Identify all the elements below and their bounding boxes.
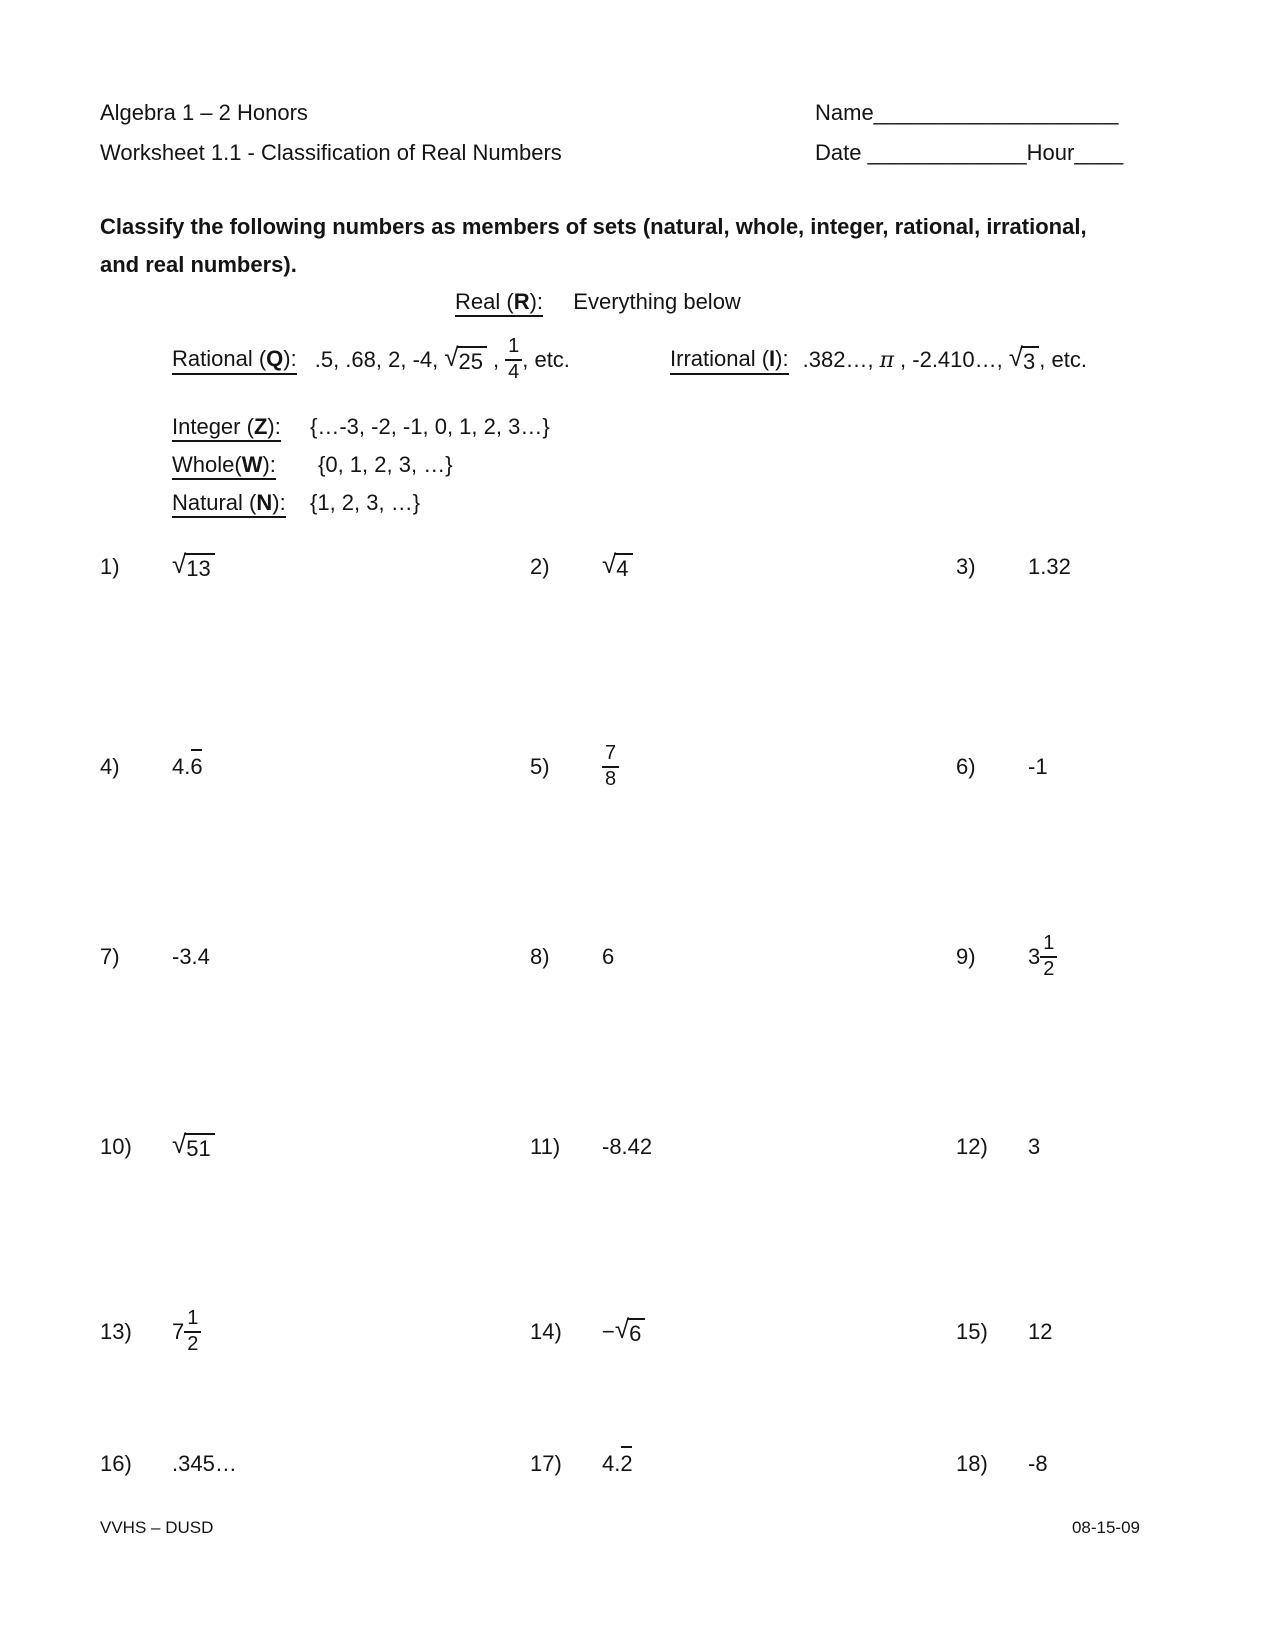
problem-cell-2: [530, 535, 633, 599]
problem-number: 12): [956, 1134, 988, 1159]
instructions-line2: and real numbers).: [100, 252, 297, 277]
real-description: Everything below: [573, 289, 741, 314]
problem-number: 2): [530, 554, 550, 579]
integer-label: Integer (Z):: [172, 414, 281, 442]
problem-number: 18): [956, 1451, 988, 1476]
mixed-number-expression: 7 $\frac{1}{2}$: [172, 1307, 201, 1356]
problem-value: 3: [1028, 1134, 1041, 1159]
whole-set: {0, 1, 2, 3, …}: [318, 452, 453, 477]
course-title: Algebra 1 – 2 Honors: [100, 100, 308, 125]
problem-cell-6: [956, 735, 1048, 799]
definition-integer: [172, 414, 281, 440]
rational-label: Rational (Q):: [172, 346, 297, 375]
problem-number: 7): [100, 944, 120, 969]
footer-school: VVHS – DUSD: [100, 1518, 214, 1537]
problem-cell-12: [956, 1115, 1040, 1179]
problem-value: -3.4: [172, 944, 210, 969]
problem-number: 11): [530, 1134, 561, 1159]
problem-number: 15): [956, 1319, 988, 1344]
problem-cell-10: [100, 1115, 215, 1179]
date-hour-blank: Date _____________Hour____: [815, 140, 1124, 165]
problem-cell-11: [530, 1115, 652, 1179]
irrational-examples-tail: , etc.: [1039, 347, 1087, 372]
definition-natural: [172, 490, 286, 516]
problem-cell-14: [530, 1300, 645, 1364]
problem-cell-13: [100, 1300, 201, 1364]
problem-number: 5): [530, 754, 550, 779]
problem-number: 6): [956, 754, 976, 779]
real-label: Real (R):: [455, 289, 543, 317]
irrational-examples-text-b: , -2.410…,: [900, 347, 1003, 372]
natural-label: Natural (N):: [172, 490, 286, 518]
problem-number: 8): [530, 944, 550, 969]
problem-cell-3: [956, 535, 1071, 599]
name-blank: Name____________________: [815, 100, 1119, 125]
problem-value: .345…: [172, 1451, 237, 1476]
rational-examples-text: .5, .68, 2, -4,: [314, 347, 439, 372]
problem-number: 16): [100, 1451, 132, 1476]
problem-cell-16: [100, 1432, 237, 1496]
repeating-decimal: 4.6: [172, 754, 203, 779]
problem-value: -8.42: [602, 1134, 653, 1159]
sqrt-expression: √ 51: [172, 1133, 215, 1160]
problem-cell-8: [530, 925, 614, 989]
definition-irrational: [670, 330, 1087, 390]
problem-value: -1: [1028, 754, 1048, 779]
problem-cell-18: [956, 1432, 1048, 1496]
integer-set: {…-3, -2, -1, 0, 1, 2, 3…}: [310, 414, 550, 439]
problem-number: 10): [100, 1134, 132, 1159]
sqrt-25-expression: √ 25: [444, 346, 487, 373]
sqrt-expression: √ 4: [602, 553, 633, 580]
problem-cell-9: [956, 925, 1057, 989]
problem-cell-17: [530, 1432, 633, 1496]
problem-number: 3): [956, 554, 976, 579]
problem-number: 14): [530, 1319, 562, 1344]
fraction-expression: $\frac{7}{8}$: [602, 742, 619, 791]
repeating-decimal: 4.2: [602, 1451, 633, 1476]
definition-real: [455, 289, 741, 315]
problem-cell-1: [100, 535, 215, 599]
irrational-examples-text-a: .382…,: [802, 347, 874, 372]
problem-value: 1.32: [1028, 554, 1071, 579]
negative-sqrt-expression: − √ 6: [602, 1318, 645, 1345]
problem-cell-5: [530, 735, 619, 799]
mixed-number-expression: 3 $\frac{1}{2}$: [1028, 932, 1057, 981]
rational-examples-tail: , etc.: [522, 347, 570, 372]
problem-cell-4: [100, 735, 203, 799]
problem-number: 17): [530, 1451, 562, 1476]
problem-number: 4): [100, 754, 120, 779]
problem-value: -8: [1028, 1451, 1048, 1476]
definition-whole: [172, 452, 276, 478]
minus-sign: −: [602, 1319, 615, 1344]
irrational-label: Irrational (I):: [670, 346, 789, 375]
sqrt-3-expression: √ 3: [1009, 346, 1040, 373]
problem-value: 6: [602, 944, 615, 969]
one-fourth-fraction: $\frac{1}{4}$: [505, 335, 522, 384]
whole-label: Whole(W):: [172, 452, 276, 480]
instructions-line1: Classify the following numbers as members of sets (natural, whole, integer, rational, irrational,: [100, 214, 1087, 239]
footer-date: 08-15-09: [1071, 1518, 1140, 1537]
pi-symbol: π: [879, 347, 895, 373]
problem-value: 12: [1028, 1319, 1053, 1344]
definition-rational: Rational (Q): .5, .68, 2, -4, √ 25 , $\frac{1}{4}$ , etc.: [172, 335, 570, 383]
problem-cell-15: [956, 1300, 1052, 1364]
problem-number: 1): [100, 554, 120, 579]
worksheet-title: Worksheet 1.1 - Classification of Real Numbers: [100, 140, 562, 165]
problem-number: 9): [956, 944, 976, 969]
natural-set: {1, 2, 3, …}: [310, 490, 421, 515]
sqrt-expression: √ 13: [172, 553, 215, 580]
problem-cell-7: [100, 925, 210, 989]
problem-number: 13): [100, 1319, 132, 1344]
